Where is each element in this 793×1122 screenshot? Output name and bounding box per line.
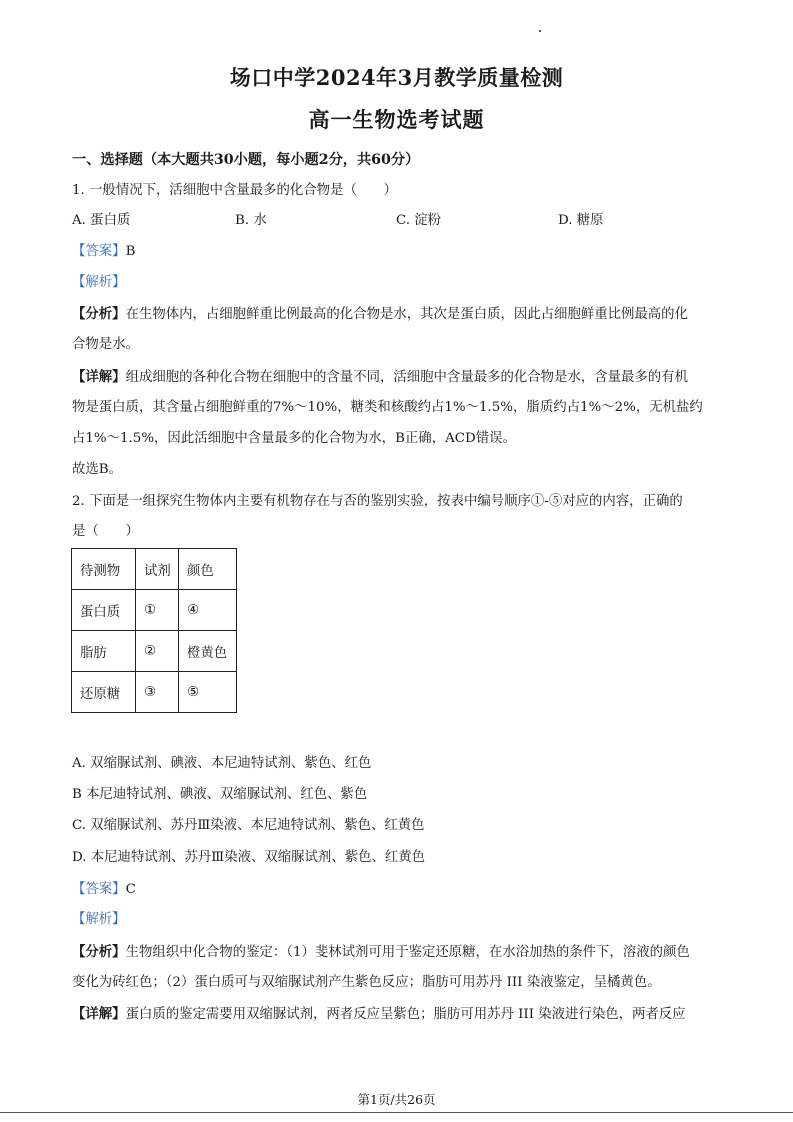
q2-answer	[72, 880, 136, 900]
document-title: 场口中学2024年3月教学质量检测	[229, 65, 564, 90]
table-header-cell: 试剂	[136, 549, 179, 590]
q1-stem: 1. 一般情况下，活细胞中含量最多的化合物是（ ）	[72, 183, 398, 198]
q2-option-a: A. 双缩脲试剂、碘液、本尼迪特试剂、紫色、红色	[72, 756, 372, 771]
q1-answer	[72, 242, 135, 262]
answer-tag: 【答案】	[72, 882, 126, 897]
q2-analysis-tag: 【解析】	[72, 912, 126, 927]
q1-analysis-tag: 【解析】	[72, 275, 126, 290]
xiangjie-tag: 【详解】	[72, 369, 126, 385]
table-cell: ③	[136, 672, 179, 713]
q2-xiangjie-text: 蛋白质的鉴定需要用双缩脲试剂，两者反应呈紫色；脂肪可用苏丹 III 染液进行染色，两者反应	[125, 1007, 686, 1022]
fenxi-tag: 【分析】	[72, 306, 126, 322]
q2-fenxi-line-2: 变化为砖红色；（2）蛋白质可与双缩脲试剂产生紫色反应；脂肪可用苏丹 III 染液鉴定，呈橘黄色。	[72, 975, 661, 990]
q1-xiangjie-text: 组成细胞的各种化合物在细胞中的含量不同，活细胞中含量最多的化合物是水，含量最多的有机	[125, 370, 688, 385]
q2-stem-line-1: 2. 下面是一组探究生物体内主要有机物存在与否的鉴别实验，按表中编号顺序①-⑤对应的内容，正确的	[72, 494, 683, 509]
q2-fenxi-text: 生物组织中化合物的鉴定：（1）斐林试剂可用于鉴定还原糖，在水浴加热的条件下，溶液的颜色	[125, 945, 690, 960]
fenxi-tag: 【分析】	[72, 944, 126, 960]
xiangjie-tag: 【详解】	[72, 1006, 126, 1022]
q1-xiangjie-line-2: 物是蛋白质，其含量占细胞鲜重的7%～10%，糖类和核酸约占1%～1.5%，脂质约占1%～2%，无机盐约	[72, 400, 703, 415]
q1-option-d: D. 糖原	[558, 213, 604, 228]
q2-option-c: C. 双缩脲试剂、苏丹Ⅲ染液、本尼迪特试剂、紫色、红黄色	[72, 818, 425, 833]
table-header-cell: 待测物	[72, 549, 136, 590]
q2-stem-line-2: 是（ ）	[72, 524, 139, 539]
table-row	[72, 590, 237, 631]
table-cell: ④	[179, 590, 237, 631]
q1-fenxi-text: 在生物体内，占细胞鲜重比例最高的化合物是水，其次是蛋白质，因此占细胞鲜重比例最高的化	[125, 307, 688, 322]
q2-option-d: D. 本尼迪特试剂、苏丹Ⅲ染液、双缩脲试剂、紫色、红黄色	[72, 850, 426, 865]
footer-rule	[0, 1112, 793, 1113]
answer-tag: 【答案】	[72, 244, 126, 259]
page-number: 第1页/共26页	[357, 1092, 436, 1107]
q2-answer-value: C	[125, 882, 136, 897]
q1-answer-value: B	[125, 244, 136, 259]
q1-option-c: C. 淀粉	[396, 213, 442, 228]
table-row	[72, 672, 237, 713]
q2-fenxi-line-1	[72, 942, 690, 963]
q1-xiangjie-line-1	[72, 367, 688, 388]
table-cell: ①	[136, 590, 179, 631]
table-cell: ⑤	[179, 672, 237, 713]
table-cell: 还原糖	[72, 672, 136, 713]
table-row	[72, 631, 237, 672]
q1-option-b: B. 水	[235, 213, 267, 228]
table-cell: 脂肪	[72, 631, 136, 672]
q1-option-a: A. 蛋白质	[72, 213, 131, 228]
q1-conclusion: 故选B。	[72, 462, 123, 477]
document-subtitle: 高一生物选考试题	[308, 107, 485, 132]
q2-xiangjie-line-1	[72, 1004, 686, 1025]
q1-fenxi-line-1	[72, 304, 688, 325]
table-cell: ②	[136, 631, 179, 672]
table-header-cell: 颜色	[179, 549, 237, 590]
experiment-table	[71, 548, 237, 713]
table-header-row	[72, 549, 237, 590]
q1-fenxi-line-2: 合物是水。	[72, 337, 139, 352]
q1-xiangjie-line-3: 占1%～1.5%，因此活细胞中含量最多的化合物为水，B正确，ACD错误。	[72, 431, 516, 446]
section-heading: 一、选择题（本大题共30小题，每小题2分，共60分）	[72, 152, 420, 168]
table-cell: 橙黄色	[179, 631, 237, 672]
scan-dot	[539, 30, 541, 32]
table-cell: 蛋白质	[72, 590, 136, 631]
q2-option-b: B 本尼迪特试剂、碘液、双缩脲试剂、红色、紫色	[72, 787, 368, 802]
